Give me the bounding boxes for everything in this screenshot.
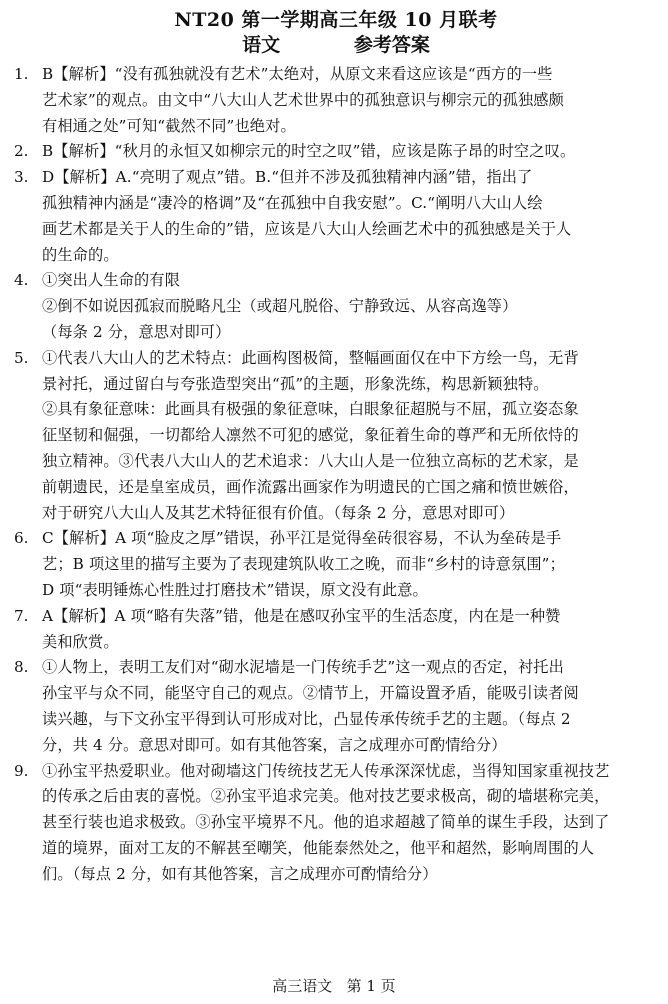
answer-line: B【解析】“秋月的永恒又如柳宗元的时空之叹”错，应该是陈子昂的时空之叹。 bbox=[42, 142, 576, 161]
answer-line: 的传承之后由衷的喜悦。②孙宝平追求完美。他对技艺要求极高，砌的墙堪称完美， bbox=[42, 787, 610, 806]
answer-text bbox=[42, 604, 658, 656]
answer-item-5 bbox=[14, 346, 658, 527]
answer-item-2 bbox=[14, 139, 658, 165]
answer-text bbox=[42, 62, 658, 139]
answer-line: C【解析】A 项“脸皮之厚”错误，孙平江是觉得垒砖很容易，不认为垒砖是手 bbox=[42, 529, 562, 548]
answer-line: 艺；B 项这里的描写主要为了表现建筑队收工之晚，而非“乡村的诗意氛围”； bbox=[42, 555, 565, 574]
answer-line: ①突出人生命的有限 bbox=[42, 271, 181, 290]
answer-line: 孤独精神内涵是“凄冷的格调”及“在孤独中自我安慰”。C.“阐明八大山人绘 bbox=[42, 193, 543, 212]
answer-line: （每条 2 分，意思对即可） bbox=[42, 322, 231, 341]
question-number: 6. bbox=[14, 529, 29, 548]
question-number: 3. bbox=[14, 168, 29, 187]
answer-line: 前朝遗民，还是皇室成员，画作流露出画家作为明遗民的亡国之痛和愤世嫉俗， bbox=[42, 477, 579, 496]
answer-text bbox=[42, 759, 658, 888]
answer-text bbox=[42, 165, 658, 268]
question-number: 7. bbox=[14, 606, 29, 625]
page-subtitle: 语文 参考答案 bbox=[242, 34, 430, 56]
answer-item-3 bbox=[14, 165, 658, 268]
answer-text bbox=[42, 268, 658, 345]
answer-item-6 bbox=[14, 526, 658, 603]
answer-line: ①孙宝平热爱职业。他对砌墙这门传统技艺无人传承深深忧虑，当得知国家重视技艺 bbox=[42, 761, 610, 780]
answer-line: 读兴趣，与下文孙宝平得到认可形成对比，凸显传承传统手艺的主题。（每点 2 bbox=[42, 709, 571, 728]
answer-item-1 bbox=[14, 62, 658, 139]
question-number: 5. bbox=[14, 348, 29, 367]
answer-line: 画艺术都是关于人的生命的”错，应该是八大山人绘画艺术中的孤独感是关于人 bbox=[42, 219, 572, 238]
answer-line: 征坚韧和倔强，一切都给人凛然不可犯的感觉，象征着生命的尊严和无所依恃的 bbox=[42, 426, 579, 445]
answer-line: 道的境界，面对工友的不解甚至嘲笑，他能泰然处之，他平和超然，影响周围的人 bbox=[42, 838, 595, 857]
answer-line: 有相通之处”可知“截然不同”也绝对。 bbox=[42, 116, 296, 135]
answer-item-9 bbox=[14, 759, 658, 888]
answer-line: D【解析】A.“亮明了观点”错。B.“但并不涉及孤独精神内涵”错，指出了 bbox=[42, 168, 533, 187]
answer-line: 们。（每点 2 分，如有其他答案，言之成理亦可酌情给分） bbox=[42, 864, 438, 883]
question-number: 2. bbox=[14, 142, 29, 161]
answer-line: 甚至行装也追求极致。③孙宝平境界不凡。他的追求超越了简单的谋生手段，达到了 bbox=[42, 813, 610, 832]
answer-text bbox=[42, 346, 658, 527]
answer-line: D 项“表明锤炼心性胜过打磨技术”错误，原文没有此意。 bbox=[42, 580, 428, 599]
answer-line: 美和欣赏。 bbox=[42, 632, 119, 651]
answer-line: ②具有象征意味：此画具有极强的象征意味，白眼象征超脱与不屈，孤立姿态象 bbox=[42, 400, 579, 419]
answer-line: 分，共 4 分。意思对即可。如有其他答案，言之成理亦可酌情给分） bbox=[42, 735, 507, 754]
answer-line: ①人物上，表明工友们对“砌水泥墙是一门传统手艺”这一观点的否定，衬托出 bbox=[42, 658, 564, 677]
answer-line: 的生命的。 bbox=[42, 245, 119, 264]
answer-line: A【解析】A 项“略有失落”错，他是在感叹孙宝平的生活态度，内在是一种赞 bbox=[42, 606, 561, 625]
question-number: 8. bbox=[14, 658, 29, 677]
answer-item-7 bbox=[14, 604, 658, 656]
answer-item-4 bbox=[14, 268, 658, 345]
answer-line: 对于研究八大山人及其艺术特征很有价值。（每条 2 分，意思对即可） bbox=[42, 503, 515, 522]
answer-line: 景衬托，通过留白与夸张造型突出“孤”的主题，形象洗练，构思新颖独特。 bbox=[42, 374, 549, 393]
page-title: NT20 第一学期高三年级 10 月联考 bbox=[174, 9, 498, 31]
answer-item-8 bbox=[14, 655, 658, 758]
answer-line: 艺术家”的观点。由文中“八大山人艺术世界中的孤独意识与柳宗元的孤独感颇 bbox=[42, 90, 564, 109]
answer-line: ①代表八大山人的艺术特点：此画构图极简，整幅画面仅在中下方绘一鸟，无背 bbox=[42, 348, 579, 367]
answer-list bbox=[14, 62, 658, 888]
answer-line: ②倒不如说因孤寂而脱略凡尘（或超凡脱俗、宁静致远、从容高逸等） bbox=[42, 297, 518, 316]
answer-text bbox=[42, 526, 658, 603]
answer-text bbox=[42, 655, 658, 758]
question-number: 9. bbox=[14, 761, 29, 780]
answer-line: 孙宝平与众不同，能坚守自己的观点。②情节上，开篇设置矛盾，能吸引读者阅 bbox=[42, 684, 579, 703]
answer-line: B【解析】“没有孤独就没有艺术”太绝对，从原文来看这应该是“西方的一些 bbox=[42, 65, 553, 83]
page-footer: 高三语文 第 1 页 bbox=[272, 977, 396, 995]
answer-line: 独立精神。③代表八大山人的艺术追求：八大山人是一位独立高标的艺术家，是 bbox=[42, 451, 579, 470]
answer-text bbox=[42, 139, 658, 165]
question-number: 4. bbox=[14, 271, 29, 290]
question-number: 1. bbox=[14, 65, 29, 83]
